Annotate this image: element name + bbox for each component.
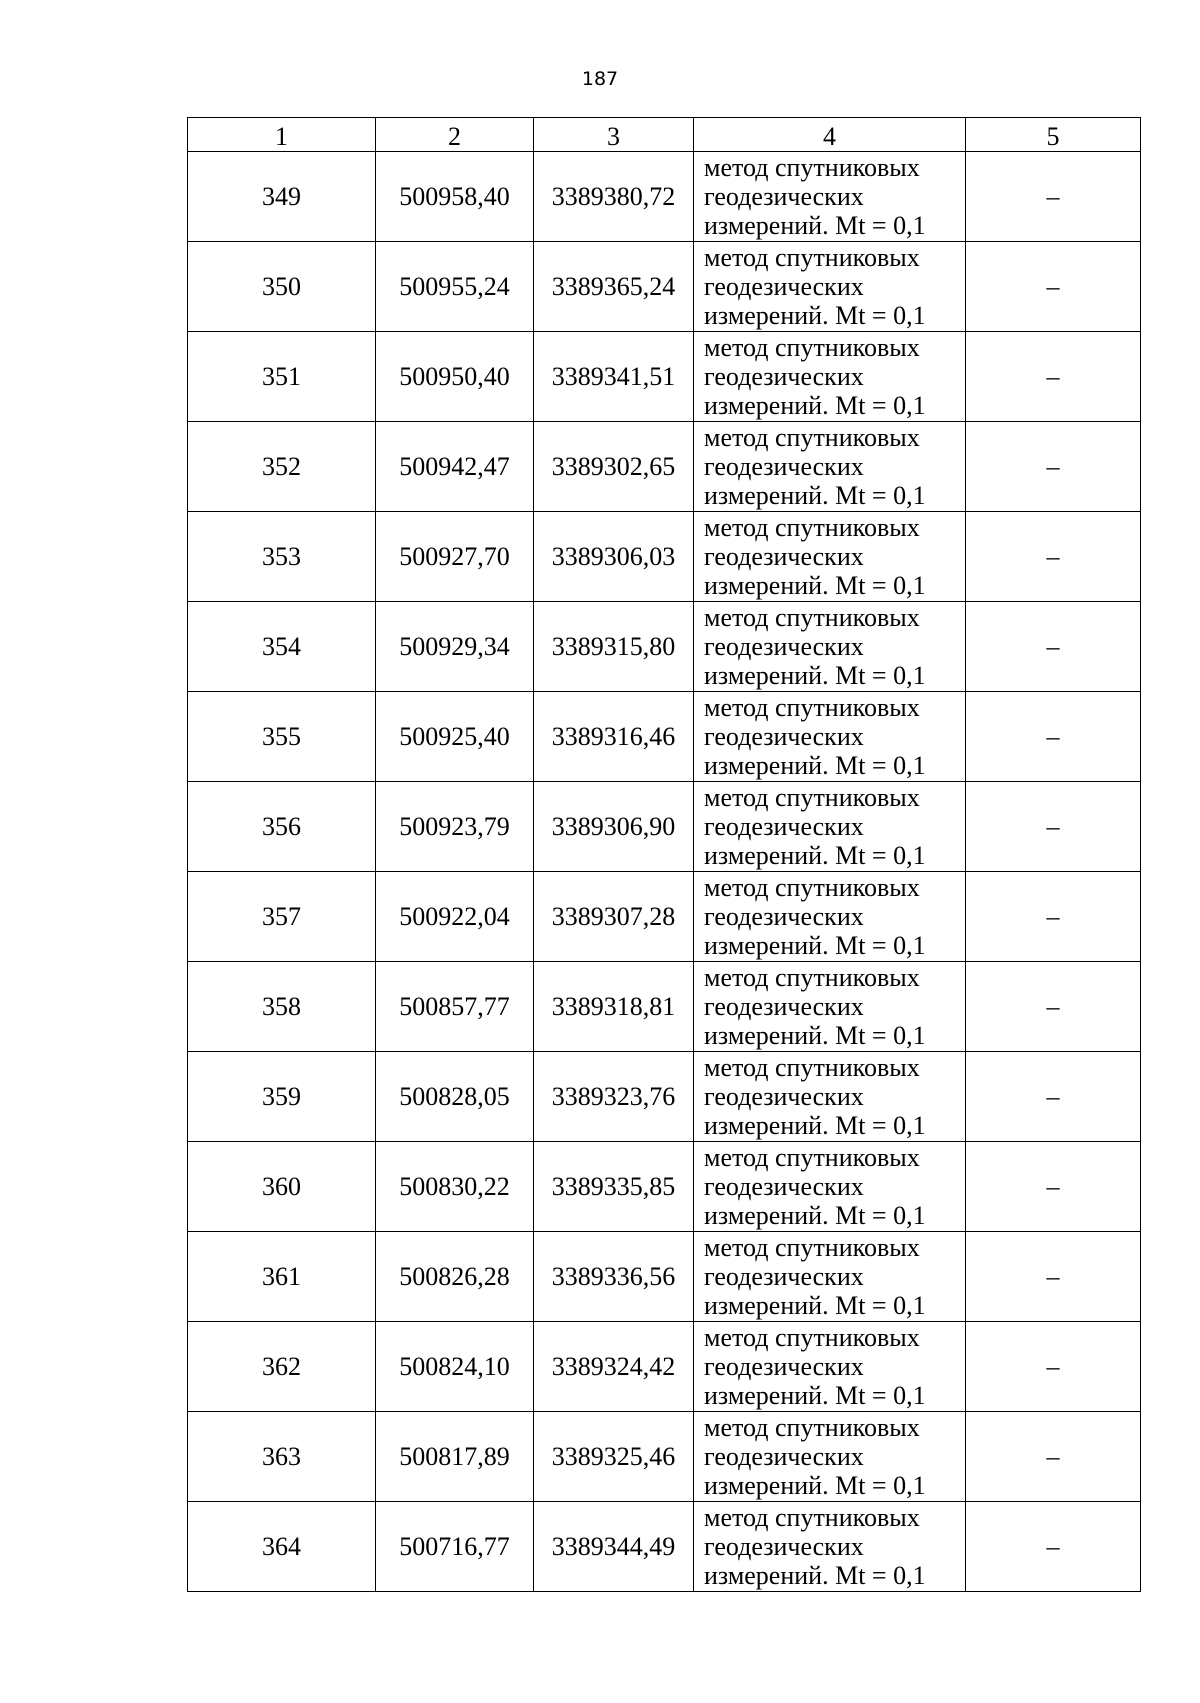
method-text-line: измерений. Mt = 0,1 <box>704 211 926 240</box>
method-cell <box>694 332 966 422</box>
note-cell: – <box>966 962 1141 1052</box>
point-number-cell: 351 <box>188 332 376 422</box>
point-number-cell: 358 <box>188 962 376 1052</box>
table-row <box>188 692 1141 782</box>
note-cell: – <box>966 782 1141 872</box>
table-body <box>188 152 1141 1592</box>
method-text-line: метод спутниковых <box>704 1143 920 1172</box>
note-cell: – <box>966 1322 1141 1412</box>
method-cell <box>694 1412 966 1502</box>
page-number: 187 <box>581 68 619 90</box>
method-cell <box>694 512 966 602</box>
table-row <box>188 242 1141 332</box>
table-row <box>188 1142 1141 1232</box>
method-text-line: измерений. Mt = 0,1 <box>704 1201 926 1230</box>
method-cell <box>694 1052 966 1142</box>
method-text-line: геодезических <box>704 272 864 301</box>
y-coordinate-cell: 3389306,03 <box>534 512 694 602</box>
table-row <box>188 512 1141 602</box>
method-text-line: геодезических <box>704 362 864 391</box>
header-col-2: 2 <box>376 118 534 152</box>
method-text-line: измерений. Mt = 0,1 <box>704 301 926 330</box>
y-coordinate-cell: 3389315,80 <box>534 602 694 692</box>
method-text-line: измерений. Mt = 0,1 <box>704 751 926 780</box>
method-text-line: метод спутниковых <box>704 1413 920 1442</box>
method-text-line: метод спутниковых <box>704 963 920 992</box>
note-cell: – <box>966 332 1141 422</box>
point-number-cell: 353 <box>188 512 376 602</box>
y-coordinate-cell: 3389380,72 <box>534 152 694 242</box>
point-number-cell: 360 <box>188 1142 376 1232</box>
table-row <box>188 1412 1141 1502</box>
method-cell <box>694 602 966 692</box>
method-cell <box>694 1142 966 1232</box>
table-row <box>188 1052 1141 1142</box>
table-row <box>188 332 1141 422</box>
note-cell: – <box>966 242 1141 332</box>
method-text-line: измерений. Mt = 0,1 <box>704 931 926 960</box>
method-text-line: измерений. Mt = 0,1 <box>704 481 926 510</box>
method-text-line: метод спутниковых <box>704 1233 920 1262</box>
point-number-cell: 349 <box>188 152 376 242</box>
y-coordinate-cell: 3389325,46 <box>534 1412 694 1502</box>
header-col-4: 4 <box>694 118 966 152</box>
point-number-cell: 354 <box>188 602 376 692</box>
point-number-cell: 364 <box>188 1502 376 1592</box>
method-text-line: метод спутниковых <box>704 1053 920 1082</box>
method-text-line: геодезических <box>704 1532 864 1561</box>
note-cell: – <box>966 152 1141 242</box>
method-text-line: геодезических <box>704 452 864 481</box>
note-cell: – <box>966 692 1141 782</box>
note-cell: – <box>966 422 1141 512</box>
y-coordinate-cell: 3389316,46 <box>534 692 694 782</box>
method-text-line: измерений. Mt = 0,1 <box>704 1561 926 1590</box>
method-text-line: геодезических <box>704 1352 864 1381</box>
method-cell <box>694 1502 966 1592</box>
x-coordinate-cell: 500828,05 <box>376 1052 534 1142</box>
method-cell <box>694 872 966 962</box>
x-coordinate-cell: 500927,70 <box>376 512 534 602</box>
method-text-line: измерений. Mt = 0,1 <box>704 1021 926 1050</box>
method-cell <box>694 422 966 512</box>
x-coordinate-cell: 500817,89 <box>376 1412 534 1502</box>
method-text-line: метод спутниковых <box>704 1503 920 1532</box>
point-number-cell: 359 <box>188 1052 376 1142</box>
method-text-line: геодезических <box>704 632 864 661</box>
header-row <box>188 118 1141 152</box>
coordinates-table <box>187 117 1141 1592</box>
table-row <box>188 962 1141 1052</box>
method-text-line: метод спутниковых <box>704 783 920 812</box>
point-number-cell: 355 <box>188 692 376 782</box>
method-text-line: метод спутниковых <box>704 153 920 182</box>
method-text-line: измерений. Mt = 0,1 <box>704 841 926 870</box>
method-text-line: метод спутниковых <box>704 693 920 722</box>
y-coordinate-cell: 3389336,56 <box>534 1232 694 1322</box>
point-number-cell: 361 <box>188 1232 376 1322</box>
header-col-3: 3 <box>534 118 694 152</box>
y-coordinate-cell: 3389365,24 <box>534 242 694 332</box>
point-number-cell: 352 <box>188 422 376 512</box>
x-coordinate-cell: 500929,34 <box>376 602 534 692</box>
point-number-cell: 350 <box>188 242 376 332</box>
note-cell: – <box>966 1412 1141 1502</box>
method-text-line: измерений. Mt = 0,1 <box>704 1381 926 1410</box>
x-coordinate-cell: 500955,24 <box>376 242 534 332</box>
method-text-line: геодезических <box>704 902 864 931</box>
method-text-line: метод спутниковых <box>704 333 920 362</box>
point-number-cell: 356 <box>188 782 376 872</box>
y-coordinate-cell: 3389318,81 <box>534 962 694 1052</box>
y-coordinate-cell: 3389323,76 <box>534 1052 694 1142</box>
y-coordinate-cell: 3389302,65 <box>534 422 694 512</box>
x-coordinate-cell: 500922,04 <box>376 872 534 962</box>
x-coordinate-cell: 500942,47 <box>376 422 534 512</box>
method-text-line: геодезических <box>704 812 864 841</box>
x-coordinate-cell: 500950,40 <box>376 332 534 422</box>
note-cell: – <box>966 872 1141 962</box>
method-cell <box>694 242 966 332</box>
method-text-line: геодезических <box>704 1262 864 1291</box>
table-row <box>188 1232 1141 1322</box>
method-cell <box>694 962 966 1052</box>
table-header <box>188 118 1141 152</box>
table-row <box>188 872 1141 962</box>
x-coordinate-cell: 500716,77 <box>376 1502 534 1592</box>
x-coordinate-cell: 500830,22 <box>376 1142 534 1232</box>
note-cell: – <box>966 1142 1141 1232</box>
method-text-line: измерений. Mt = 0,1 <box>704 1111 926 1140</box>
method-text-line: измерений. Mt = 0,1 <box>704 661 926 690</box>
note-cell: – <box>966 1052 1141 1142</box>
method-cell <box>694 1322 966 1412</box>
method-text-line: геодезических <box>704 992 864 1021</box>
method-text-line: геодезических <box>704 1172 864 1201</box>
method-text-line: метод спутниковых <box>704 423 920 452</box>
y-coordinate-cell: 3389341,51 <box>534 332 694 422</box>
method-text-line: геодезических <box>704 542 864 571</box>
note-cell: – <box>966 512 1141 602</box>
method-text-line: измерений. Mt = 0,1 <box>704 1291 926 1320</box>
method-text-line: геодезических <box>704 722 864 751</box>
y-coordinate-cell: 3389324,42 <box>534 1322 694 1412</box>
method-text-line: метод спутниковых <box>704 603 920 632</box>
x-coordinate-cell: 500925,40 <box>376 692 534 782</box>
note-cell: – <box>966 1232 1141 1322</box>
header-col-1: 1 <box>188 118 376 152</box>
x-coordinate-cell: 500958,40 <box>376 152 534 242</box>
table-row <box>188 152 1141 242</box>
method-text-line: метод спутниковых <box>704 873 920 902</box>
method-cell <box>694 1232 966 1322</box>
y-coordinate-cell: 3389335,85 <box>534 1142 694 1232</box>
method-text-line: геодезических <box>704 1082 864 1111</box>
y-coordinate-cell: 3389306,90 <box>534 782 694 872</box>
table-row <box>188 782 1141 872</box>
method-cell <box>694 692 966 782</box>
y-coordinate-cell: 3389344,49 <box>534 1502 694 1592</box>
y-coordinate-cell: 3389307,28 <box>534 872 694 962</box>
method-text-line: измерений. Mt = 0,1 <box>704 571 926 600</box>
method-text-line: метод спутниковых <box>704 1323 920 1352</box>
point-number-cell: 357 <box>188 872 376 962</box>
note-cell: – <box>966 1502 1141 1592</box>
x-coordinate-cell: 500824,10 <box>376 1322 534 1412</box>
method-text-line: метод спутниковых <box>704 513 920 542</box>
x-coordinate-cell: 500923,79 <box>376 782 534 872</box>
note-cell: – <box>966 602 1141 692</box>
point-number-cell: 363 <box>188 1412 376 1502</box>
header-col-5: 5 <box>966 118 1141 152</box>
method-cell <box>694 152 966 242</box>
table-row <box>188 1322 1141 1412</box>
method-text-line: геодезических <box>704 182 864 211</box>
table-row <box>188 422 1141 512</box>
method-text-line: измерений. Mt = 0,1 <box>704 391 926 420</box>
x-coordinate-cell: 500826,28 <box>376 1232 534 1322</box>
method-text-line: метод спутниковых <box>704 243 920 272</box>
table-row <box>188 602 1141 692</box>
point-number-cell: 362 <box>188 1322 376 1412</box>
method-text-line: геодезических <box>704 1442 864 1471</box>
method-cell <box>694 782 966 872</box>
method-text-line: измерений. Mt = 0,1 <box>704 1471 926 1500</box>
table-row <box>188 1502 1141 1592</box>
x-coordinate-cell: 500857,77 <box>376 962 534 1052</box>
